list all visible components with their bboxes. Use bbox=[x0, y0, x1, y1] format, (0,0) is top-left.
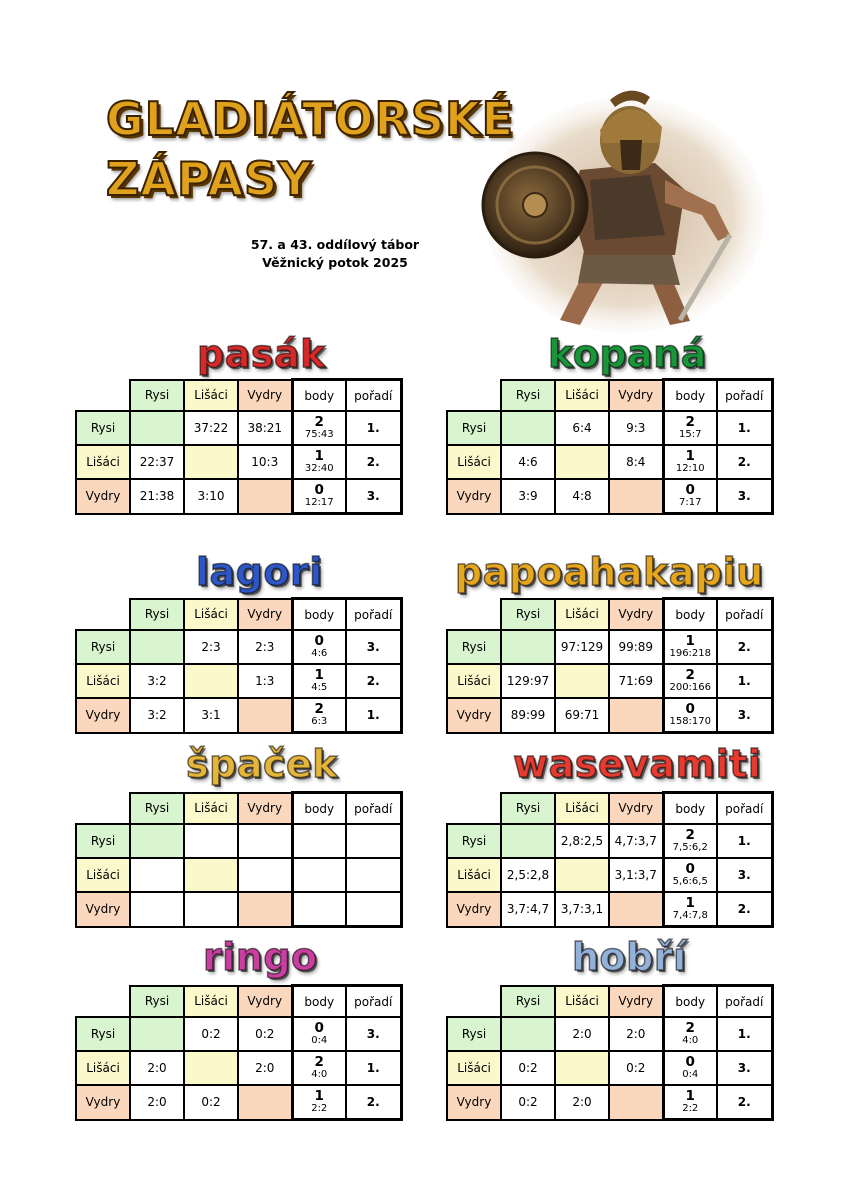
score-cell: 38:21 bbox=[238, 411, 292, 445]
col-header-poradi: pořadí bbox=[717, 793, 772, 825]
score-cell bbox=[184, 445, 238, 479]
rank-cell: 2. bbox=[346, 445, 401, 479]
corner-cell bbox=[447, 380, 501, 412]
gladiator-illustration bbox=[480, 85, 765, 335]
col-header-lisaci: Lišáci bbox=[184, 599, 238, 631]
points-cell bbox=[292, 1051, 346, 1085]
score-cell bbox=[555, 858, 609, 892]
score-cell: 3:2 bbox=[130, 698, 184, 733]
points-cell bbox=[292, 1085, 346, 1120]
results-table-kopana bbox=[446, 378, 774, 515]
points-score: 5,6:6,5 bbox=[672, 876, 708, 887]
game-title-hobri: hobří bbox=[572, 935, 687, 979]
score-cell: 1:3 bbox=[238, 664, 292, 698]
score-cell bbox=[238, 479, 292, 514]
row-header: Rysi bbox=[447, 630, 501, 664]
col-header-poradi: pořadí bbox=[346, 986, 401, 1018]
corner-cell bbox=[76, 793, 130, 825]
row-header: Rysi bbox=[76, 1017, 130, 1051]
results-table-papoahakapiu bbox=[446, 597, 774, 734]
rank-cell: 2. bbox=[717, 892, 772, 927]
table-row bbox=[76, 479, 401, 514]
score-cell bbox=[609, 892, 663, 927]
score-cell bbox=[184, 858, 238, 892]
table-row bbox=[447, 858, 772, 892]
col-header-lisaci: Lišáci bbox=[555, 599, 609, 631]
score-cell: 2:0 bbox=[130, 1085, 184, 1120]
subtitle-line2: Věžnický potok 2025 bbox=[262, 255, 408, 270]
row-header: Vydry bbox=[76, 892, 130, 927]
rank-cell: 1. bbox=[346, 411, 401, 445]
points-cell bbox=[663, 630, 717, 664]
game-title-lagori: lagori bbox=[196, 550, 323, 594]
points-cell bbox=[663, 664, 717, 698]
score-cell: 99:89 bbox=[609, 630, 663, 664]
col-header-rysi: Rysi bbox=[130, 793, 184, 825]
score-cell bbox=[609, 479, 663, 514]
points-cell bbox=[663, 445, 717, 479]
col-header-poradi: pořadí bbox=[717, 599, 772, 631]
header-row bbox=[447, 599, 772, 631]
points-value: 1 bbox=[685, 895, 695, 911]
points-cell bbox=[663, 858, 717, 892]
score-cell: 22:37 bbox=[130, 445, 184, 479]
col-header-vydry: Vydry bbox=[609, 986, 663, 1018]
table-row bbox=[76, 698, 401, 733]
points-value: 2 bbox=[314, 1054, 324, 1070]
col-header-vydry: Vydry bbox=[238, 380, 292, 412]
points-score: 6:3 bbox=[311, 716, 328, 727]
score-cell bbox=[501, 824, 555, 858]
table-row bbox=[447, 892, 772, 927]
col-header-vydry: Vydry bbox=[609, 380, 663, 412]
rank-cell: 3. bbox=[717, 858, 772, 892]
score-cell: 6:4 bbox=[555, 411, 609, 445]
points-score: 12:17 bbox=[304, 497, 334, 508]
points-value: 1 bbox=[314, 667, 324, 683]
score-cell: 2:0 bbox=[609, 1017, 663, 1051]
rank-cell: 1. bbox=[717, 411, 772, 445]
score-cell bbox=[130, 824, 184, 858]
rank-cell bbox=[346, 892, 401, 927]
row-header: Lišáci bbox=[76, 858, 130, 892]
col-header-lisaci: Lišáci bbox=[555, 793, 609, 825]
points-value: 0 bbox=[314, 482, 324, 498]
points-cell bbox=[292, 445, 346, 479]
header-row bbox=[447, 986, 772, 1018]
points-value: 2 bbox=[685, 1020, 695, 1036]
points-cell bbox=[663, 1017, 717, 1051]
rank-cell: 1. bbox=[346, 1051, 401, 1085]
points-score: 158:170 bbox=[669, 716, 712, 727]
game-title-wasevamiti: wasevamiti bbox=[513, 742, 762, 786]
row-header: Rysi bbox=[76, 824, 130, 858]
table-row bbox=[76, 664, 401, 698]
score-cell bbox=[184, 1051, 238, 1085]
score-cell: 2:0 bbox=[238, 1051, 292, 1085]
table-row bbox=[76, 445, 401, 479]
rank-cell: 1. bbox=[717, 824, 772, 858]
score-cell: 3,7:3,1 bbox=[555, 892, 609, 927]
table-row bbox=[447, 698, 772, 733]
corner-cell bbox=[76, 380, 130, 412]
corner-cell bbox=[76, 599, 130, 631]
score-cell bbox=[238, 824, 292, 858]
row-header: Rysi bbox=[447, 824, 501, 858]
score-cell bbox=[130, 892, 184, 927]
subtitle-line1: 57. a 43. oddílový tábor bbox=[250, 237, 420, 252]
points-cell bbox=[292, 824, 346, 858]
col-header-body: body bbox=[663, 793, 717, 825]
rank-cell: 2. bbox=[346, 1085, 401, 1120]
score-cell: 8:4 bbox=[609, 445, 663, 479]
row-header: Vydry bbox=[76, 698, 130, 733]
row-header: Lišáci bbox=[447, 1051, 501, 1085]
table-row bbox=[447, 1051, 772, 1085]
results-table-spacek bbox=[75, 791, 403, 928]
col-header-poradi: pořadí bbox=[346, 793, 401, 825]
points-value: 0 bbox=[685, 1054, 695, 1070]
col-header-body: body bbox=[663, 986, 717, 1018]
score-cell: 0:2 bbox=[238, 1017, 292, 1051]
points-cell bbox=[663, 824, 717, 858]
col-header-vydry: Vydry bbox=[609, 793, 663, 825]
points-cell bbox=[292, 892, 346, 927]
results-table-lagori bbox=[75, 597, 403, 734]
col-header-rysi: Rysi bbox=[501, 986, 555, 1018]
results-table-pasak bbox=[75, 378, 403, 515]
table-row bbox=[447, 1017, 772, 1051]
points-cell bbox=[292, 630, 346, 664]
col-header-vydry: Vydry bbox=[238, 793, 292, 825]
score-cell: 9:3 bbox=[609, 411, 663, 445]
header-row bbox=[76, 380, 401, 412]
rank-cell bbox=[346, 858, 401, 892]
points-value: 2 bbox=[685, 827, 695, 843]
table-row bbox=[76, 824, 401, 858]
rank-cell: 3. bbox=[717, 698, 772, 733]
score-cell: 3,1:3,7 bbox=[609, 858, 663, 892]
score-cell: 69:71 bbox=[555, 698, 609, 733]
page-title-line1: GLADIÁTORSKÉ bbox=[106, 92, 515, 146]
col-header-vydry: Vydry bbox=[238, 599, 292, 631]
points-score: 196:218 bbox=[669, 648, 712, 659]
table-row bbox=[76, 1017, 401, 1051]
table-row bbox=[447, 411, 772, 445]
row-header: Lišáci bbox=[447, 858, 501, 892]
subtitle bbox=[230, 236, 440, 272]
points-cell bbox=[663, 411, 717, 445]
col-header-poradi: pořadí bbox=[346, 380, 401, 412]
results-table-wasevamiti bbox=[446, 791, 774, 928]
table-row bbox=[447, 664, 772, 698]
row-header: Vydry bbox=[447, 698, 501, 733]
points-cell bbox=[663, 1085, 717, 1120]
corner-cell bbox=[76, 986, 130, 1018]
points-cell bbox=[292, 1017, 346, 1051]
score-cell bbox=[501, 630, 555, 664]
rank-cell: 2. bbox=[717, 1085, 772, 1120]
row-header: Lišáci bbox=[76, 664, 130, 698]
score-cell bbox=[609, 698, 663, 733]
rank-cell: 3. bbox=[346, 479, 401, 514]
score-cell: 2:3 bbox=[238, 630, 292, 664]
table-row bbox=[447, 1085, 772, 1120]
points-score: 4:6 bbox=[311, 648, 328, 659]
score-cell bbox=[555, 445, 609, 479]
rank-cell: 1. bbox=[717, 1017, 772, 1051]
score-cell bbox=[130, 858, 184, 892]
points-value: 0 bbox=[685, 861, 695, 877]
score-cell: 0:2 bbox=[609, 1051, 663, 1085]
col-header-rysi: Rysi bbox=[501, 793, 555, 825]
score-cell: 0:2 bbox=[184, 1085, 238, 1120]
row-header: Vydry bbox=[76, 1085, 130, 1120]
row-header: Lišáci bbox=[447, 664, 501, 698]
points-value: 2 bbox=[685, 667, 695, 683]
score-cell: 3:10 bbox=[184, 479, 238, 514]
rank-cell: 1. bbox=[346, 698, 401, 733]
header-row bbox=[447, 380, 772, 412]
rank-cell bbox=[346, 824, 401, 858]
points-score: 2:2 bbox=[682, 1103, 699, 1114]
game-title-spacek: špaček bbox=[186, 742, 339, 786]
game-title-kopana: kopaná bbox=[548, 332, 707, 376]
score-cell bbox=[184, 892, 238, 927]
row-header: Vydry bbox=[76, 479, 130, 514]
header-row bbox=[76, 599, 401, 631]
score-cell: 3,7:4,7 bbox=[501, 892, 555, 927]
col-header-lisaci: Lišáci bbox=[555, 986, 609, 1018]
rank-cell: 2. bbox=[346, 664, 401, 698]
points-score: 4:0 bbox=[311, 1069, 328, 1080]
col-header-poradi: pořadí bbox=[346, 599, 401, 631]
header-row bbox=[447, 793, 772, 825]
row-header: Rysi bbox=[76, 630, 130, 664]
points-value: 0 bbox=[685, 482, 695, 498]
score-cell: 2:0 bbox=[555, 1085, 609, 1120]
row-header: Lišáci bbox=[76, 445, 130, 479]
score-cell bbox=[555, 1051, 609, 1085]
table-row bbox=[76, 892, 401, 927]
score-cell: 3:2 bbox=[130, 664, 184, 698]
col-header-body: body bbox=[663, 599, 717, 631]
score-cell bbox=[501, 411, 555, 445]
score-cell bbox=[130, 630, 184, 664]
row-header: Lišáci bbox=[447, 445, 501, 479]
rank-cell: 3. bbox=[346, 630, 401, 664]
points-cell bbox=[292, 411, 346, 445]
points-score: 200:166 bbox=[669, 682, 712, 693]
score-cell bbox=[238, 858, 292, 892]
score-cell bbox=[238, 1085, 292, 1120]
col-header-lisaci: Lišáci bbox=[184, 986, 238, 1018]
score-cell: 2:3 bbox=[184, 630, 238, 664]
points-score: 7:17 bbox=[679, 497, 702, 508]
points-score: 32:40 bbox=[304, 463, 334, 474]
corner-cell bbox=[447, 599, 501, 631]
score-cell: 37:22 bbox=[184, 411, 238, 445]
col-header-rysi: Rysi bbox=[501, 599, 555, 631]
table-row bbox=[76, 630, 401, 664]
score-cell bbox=[609, 1085, 663, 1120]
points-value: 0 bbox=[314, 1020, 324, 1036]
row-header: Vydry bbox=[447, 892, 501, 927]
score-cell: 2,8:2,5 bbox=[555, 824, 609, 858]
points-score: 12:10 bbox=[675, 463, 705, 474]
score-cell: 4:6 bbox=[501, 445, 555, 479]
points-value: 2 bbox=[314, 701, 324, 717]
score-cell bbox=[555, 664, 609, 698]
score-cell: 3:1 bbox=[184, 698, 238, 733]
score-cell bbox=[501, 1017, 555, 1051]
score-cell bbox=[184, 824, 238, 858]
score-cell bbox=[130, 411, 184, 445]
game-title-pasak: pasák bbox=[197, 332, 326, 376]
points-cell bbox=[663, 892, 717, 927]
col-header-rysi: Rysi bbox=[130, 986, 184, 1018]
col-header-poradi: pořadí bbox=[717, 986, 772, 1018]
score-cell: 71:69 bbox=[609, 664, 663, 698]
points-value: 0 bbox=[685, 701, 695, 717]
points-cell bbox=[663, 479, 717, 514]
row-header: Vydry bbox=[447, 1085, 501, 1120]
table-row bbox=[76, 411, 401, 445]
col-header-lisaci: Lišáci bbox=[184, 380, 238, 412]
row-header: Rysi bbox=[447, 1017, 501, 1051]
rank-cell: 2. bbox=[717, 445, 772, 479]
results-table-ringo bbox=[75, 984, 403, 1121]
col-header-lisaci: Lišáci bbox=[184, 793, 238, 825]
rank-cell: 3. bbox=[346, 1017, 401, 1051]
header-row bbox=[76, 986, 401, 1018]
rank-cell: 1. bbox=[717, 664, 772, 698]
col-header-vydry: Vydry bbox=[238, 986, 292, 1018]
game-title-ringo: ringo bbox=[203, 935, 318, 979]
col-header-body: body bbox=[292, 986, 346, 1018]
points-score: 0:4 bbox=[311, 1035, 328, 1046]
col-header-body: body bbox=[292, 380, 346, 412]
score-cell: 21:38 bbox=[130, 479, 184, 514]
score-cell: 2,5:2,8 bbox=[501, 858, 555, 892]
corner-cell bbox=[447, 793, 501, 825]
col-header-rysi: Rysi bbox=[130, 380, 184, 412]
points-score: 4:5 bbox=[311, 682, 328, 693]
score-cell: 0:2 bbox=[184, 1017, 238, 1051]
points-value: 2 bbox=[314, 414, 324, 430]
score-cell: 2:0 bbox=[555, 1017, 609, 1051]
score-cell bbox=[238, 892, 292, 927]
points-cell bbox=[292, 664, 346, 698]
score-cell: 97:129 bbox=[555, 630, 609, 664]
points-value: 1 bbox=[685, 633, 695, 649]
col-header-rysi: Rysi bbox=[130, 599, 184, 631]
col-header-body: body bbox=[292, 599, 346, 631]
results-table-hobri bbox=[446, 984, 774, 1121]
points-score: 4:0 bbox=[682, 1035, 699, 1046]
points-score: 7,4:7,8 bbox=[672, 910, 708, 921]
points-cell bbox=[663, 698, 717, 733]
table-row bbox=[447, 630, 772, 664]
points-score: 2:2 bbox=[311, 1103, 328, 1114]
points-cell bbox=[663, 1051, 717, 1085]
score-cell: 2:0 bbox=[130, 1051, 184, 1085]
score-cell: 129:97 bbox=[501, 664, 555, 698]
points-value: 1 bbox=[685, 1088, 695, 1104]
points-value: 1 bbox=[314, 1088, 324, 1104]
points-score: 15:7 bbox=[679, 429, 702, 440]
score-cell bbox=[184, 664, 238, 698]
points-value: 1 bbox=[685, 448, 695, 464]
points-value: 0 bbox=[314, 633, 324, 649]
score-cell: 0:2 bbox=[501, 1085, 555, 1120]
points-score: 75:43 bbox=[304, 429, 334, 440]
table-row bbox=[447, 445, 772, 479]
points-score: 7,5:6,2 bbox=[672, 842, 708, 853]
score-cell: 4:8 bbox=[555, 479, 609, 514]
table-row bbox=[76, 1051, 401, 1085]
rank-cell: 3. bbox=[717, 479, 772, 514]
corner-cell bbox=[447, 986, 501, 1018]
table-row bbox=[76, 1085, 401, 1120]
score-cell: 4,7:3,7 bbox=[609, 824, 663, 858]
points-value: 2 bbox=[685, 414, 695, 430]
points-cell bbox=[292, 479, 346, 514]
col-header-poradi: pořadí bbox=[717, 380, 772, 412]
score-cell bbox=[130, 1017, 184, 1051]
col-header-body: body bbox=[663, 380, 717, 412]
score-cell: 10:3 bbox=[238, 445, 292, 479]
page-title-line2: ZÁPASY bbox=[106, 152, 313, 206]
rank-cell: 3. bbox=[717, 1051, 772, 1085]
table-row bbox=[447, 479, 772, 514]
points-cell bbox=[292, 858, 346, 892]
row-header: Lišáci bbox=[76, 1051, 130, 1085]
table-row bbox=[447, 824, 772, 858]
row-header: Vydry bbox=[447, 479, 501, 514]
points-score: 0:4 bbox=[682, 1069, 699, 1080]
col-header-lisaci: Lišáci bbox=[555, 380, 609, 412]
col-header-body: body bbox=[292, 793, 346, 825]
score-cell: 3:9 bbox=[501, 479, 555, 514]
col-header-rysi: Rysi bbox=[501, 380, 555, 412]
col-header-vydry: Vydry bbox=[609, 599, 663, 631]
row-header: Rysi bbox=[447, 411, 501, 445]
score-cell: 0:2 bbox=[501, 1051, 555, 1085]
points-cell bbox=[292, 698, 346, 733]
rank-cell: 2. bbox=[717, 630, 772, 664]
game-title-papoahakapiu: papoahakapiu bbox=[455, 550, 764, 594]
score-cell bbox=[238, 698, 292, 733]
score-cell: 89:99 bbox=[501, 698, 555, 733]
points-value: 1 bbox=[314, 448, 324, 464]
row-header: Rysi bbox=[76, 411, 130, 445]
header-row bbox=[76, 793, 401, 825]
table-row bbox=[76, 858, 401, 892]
